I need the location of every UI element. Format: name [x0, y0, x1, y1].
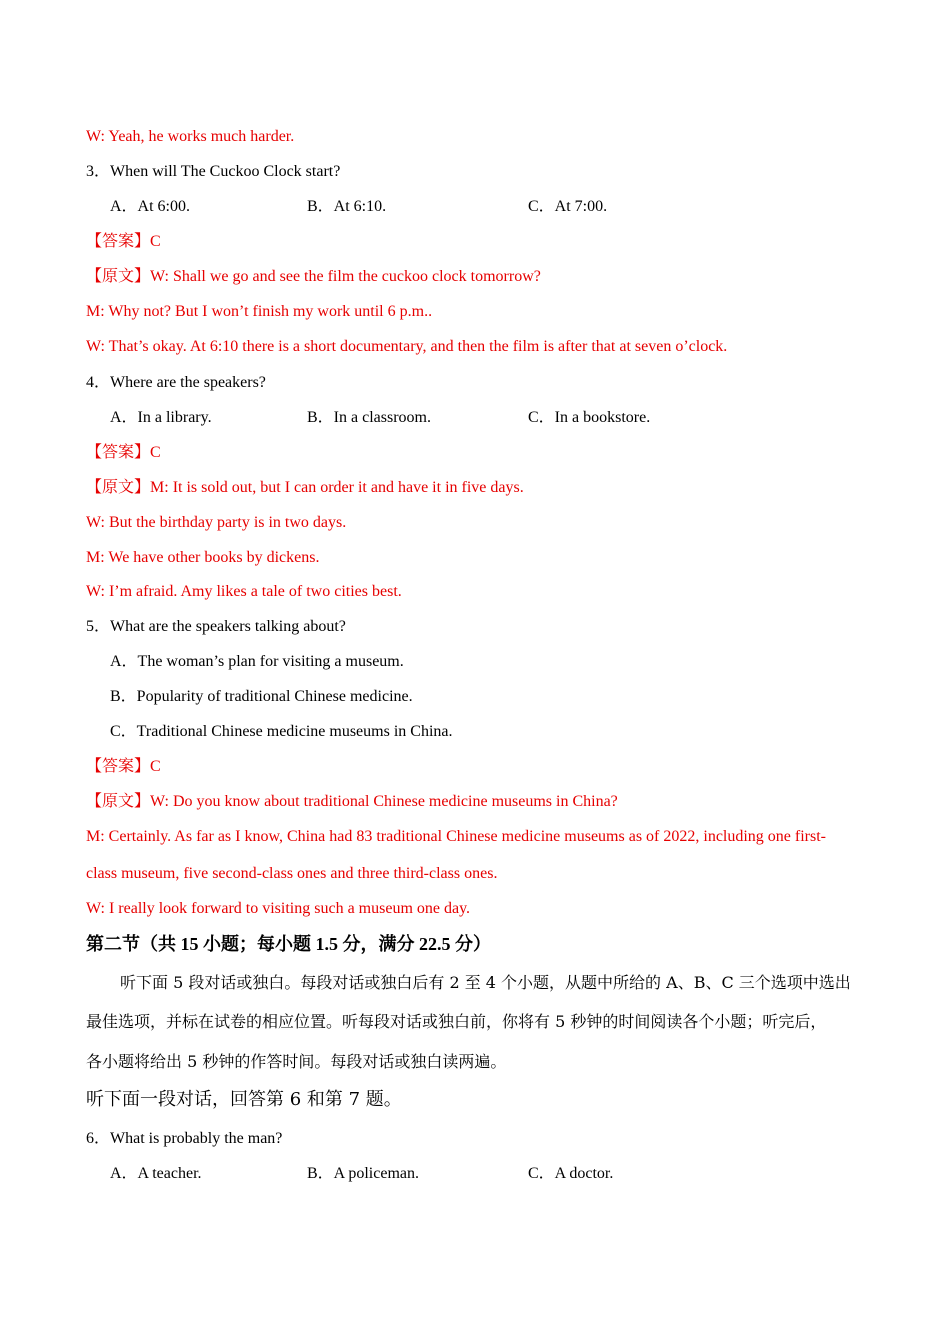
q3-question: 3．When will The Cuckoo Clock start? [86, 163, 341, 180]
answer-value: C [150, 758, 161, 775]
q3-option-a: A．At 6:00. [110, 198, 191, 215]
script-tag: 【原文】 [86, 479, 151, 496]
script-text: W: Do you know about traditional Chinese medicine museums in China? [150, 793, 618, 810]
q5-question: 5．What are the speakers talking about? [86, 618, 346, 635]
q3-script-line: M: Why not? But I won’t finish my work until 6 p.m.. [86, 303, 433, 320]
q5-option-c: C．Traditional Chinese medicine museums in China. [110, 723, 453, 740]
q4-question: 4．Where are the speakers? [86, 374, 266, 391]
script-text: M: It is sold out, but I can order it and have it in five days. [150, 479, 524, 496]
q3-script-line [86, 267, 541, 287]
group-intro: 听下面一段对话，回答第 6 和第 7 题。 [86, 1089, 402, 1110]
section-heading: 第二节（共 15 小题；每小题 1.5 分，满分 22.5 分） [86, 934, 491, 954]
script-tag: 【原文】 [86, 268, 151, 285]
answer-value: C [150, 233, 161, 250]
q3-script-line: W: That’s okay. At 6:10 there is a short documentary, and then the film is after that at seven o’clock. [86, 338, 728, 355]
q4-option-a: A．In a library. [110, 409, 212, 426]
q6-option-c: C．A doctor. [528, 1165, 614, 1182]
q4-script-line [86, 478, 524, 498]
q3-option-b: B．At 6:10. [307, 198, 387, 215]
q5-script-line: W: I really look forward to visiting such a museum one day. [86, 900, 471, 917]
answer-tag: 【答案】 [86, 233, 151, 250]
q5-script-line [86, 792, 618, 812]
q6-option-b: B．A policeman. [307, 1165, 419, 1182]
q6-question: 6．What is probably the man? [86, 1130, 283, 1147]
q4-script-line: W: But the birthday party is in two days. [86, 514, 347, 531]
script-text: W: Shall we go and see the film the cuckoo clock tomorrow? [150, 268, 541, 285]
q5-option-a: A．The woman’s plan for visiting a museum. [110, 653, 404, 670]
section-instructions-line: 各小题将给出 5 秒钟的作答时间。每段对话或独白读两遍。 [86, 1052, 507, 1071]
q5-answer [86, 757, 161, 777]
script-tag: 【原文】 [86, 793, 151, 810]
q4-script-line: M: We have other books by dickens. [86, 549, 320, 566]
q4-answer [86, 443, 161, 463]
q5-script-line: M: Certainly. As far as I know, China had 83 traditional Chinese medicine museums as of 2022, including one first- [86, 828, 827, 845]
q3-option-c: C．At 7:00. [528, 198, 608, 215]
q6-option-a: A．A teacher. [110, 1165, 202, 1182]
section-instructions-line: 最佳选项，并标在试卷的相应位置。听每段对话或独白前，你将有 5 秒钟的时间阅读各个小题；听完后， [86, 1012, 827, 1031]
answer-value: C [150, 444, 161, 461]
q3-answer [86, 232, 161, 252]
q4-script-line: W: I’m afraid. Amy likes a tale of two cities best. [86, 583, 402, 600]
q2-script-line: W: Yeah, he works much harder. [86, 128, 295, 145]
q4-option-b: B．In a classroom. [307, 409, 431, 426]
answer-tag: 【答案】 [86, 758, 151, 775]
q5-option-b: B．Popularity of traditional Chinese medicine. [110, 688, 413, 705]
answer-tag: 【答案】 [86, 444, 151, 461]
q4-option-c: C．In a bookstore. [528, 409, 651, 426]
section-instructions-line: 听下面 5 段对话或独白。每段对话或独白后有 2 至 4 个小题，从题中所给的 A、B、C 三个选项中选出 [120, 973, 851, 992]
q5-script-line: class museum, five second-class ones and three third-class ones. [86, 865, 498, 882]
